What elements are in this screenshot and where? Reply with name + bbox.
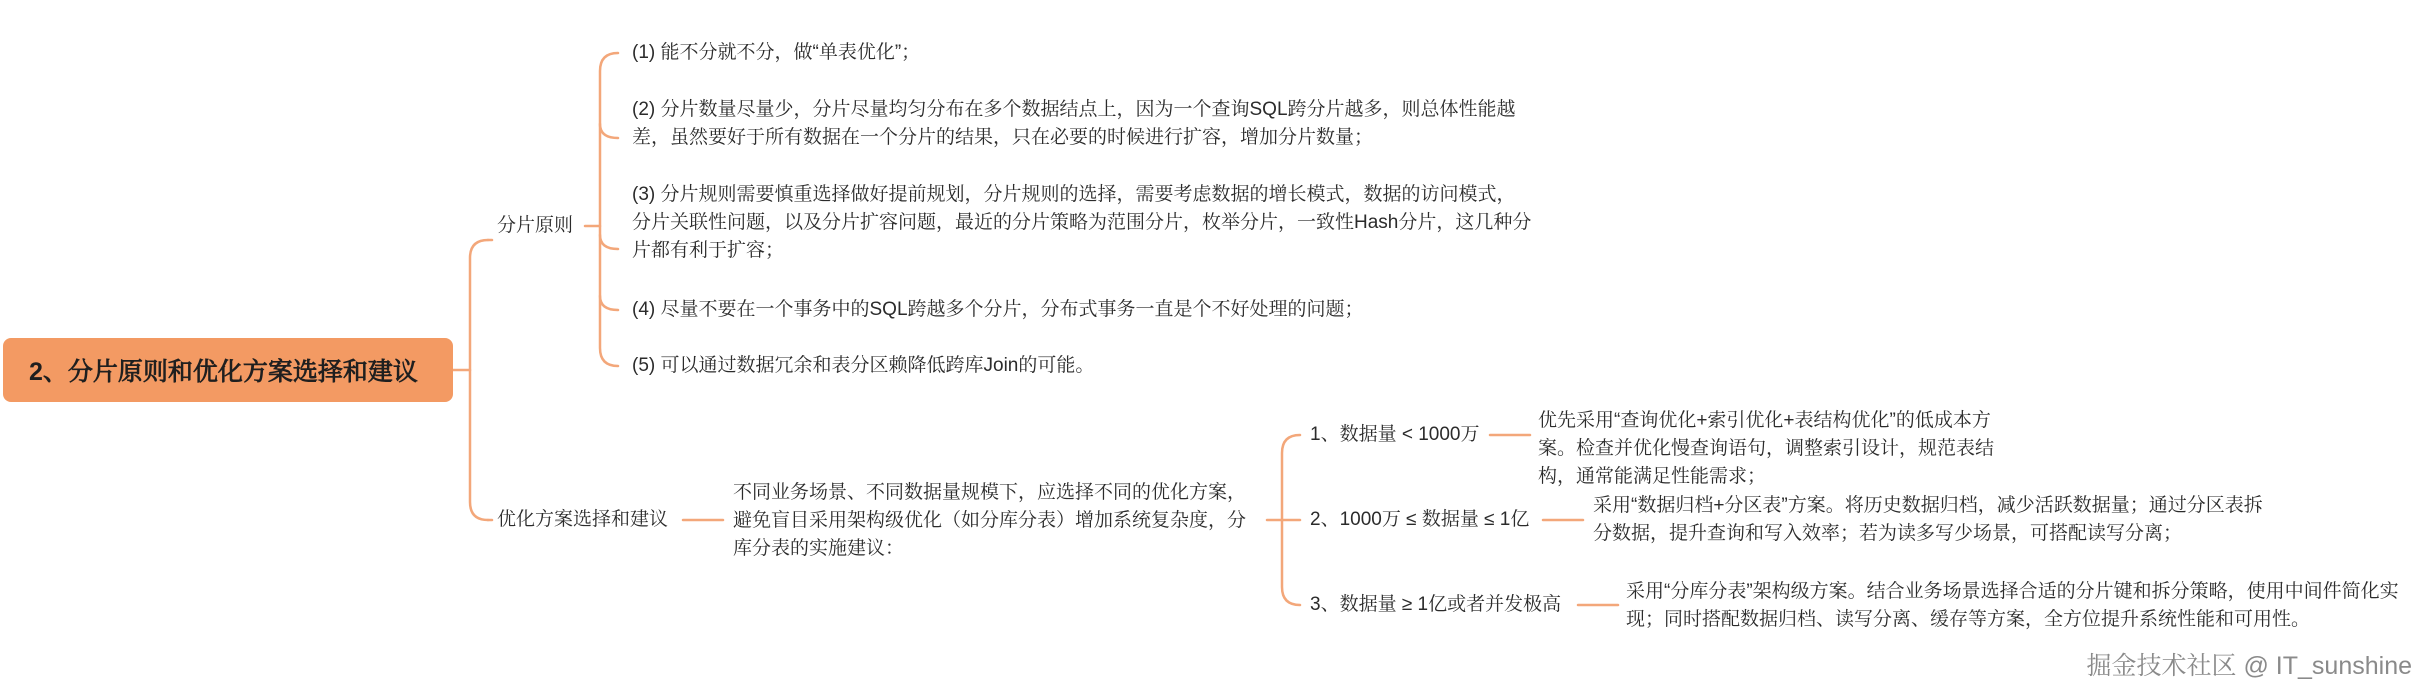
principle-item: (4) 尽量不要在一个事务中的SQL跨越多个分片，分布式事务一直是个不好处理的问题； — [632, 299, 1364, 320]
case-advice: 优先采用“查询优化+索引优化+表结构优化”的低成本方案。检查并优化慢查询语句，调整索引设计，规范表结构，通常能满足性能需求； — [1538, 410, 1995, 487]
root-title: 2、分片原则和优化方案选择和建议 — [29, 358, 418, 386]
case-advice: 采用“分库分表”架构级方案。结合业务场景选择合适的分片键和拆分策略，使用中间件简化实现；同时搭配数据归档、读写分离、缓存等方案，全方位提升系统性能和可用性。 — [1626, 581, 2399, 630]
watermark: 掘金技术社区 @ IT_sunshine — [2086, 652, 2412, 680]
topic-principles-label: 分片原则 — [497, 215, 574, 236]
root-topic[interactable] — [3, 338, 453, 402]
optimization-intro: 不同业务场景、不同数据量规模下，应选择不同的优化方案，避免盲目采用架构级优化（如分库分表）增加系统复杂度，分库分表的实施建议： — [733, 482, 1247, 559]
principle-item: (2) 分片数量尽量少，分片尽量均匀分布在多个数据结点上，因为一个查询SQL跨分片越多，则总体性能越差，虽然要好于所有数据在一个分片的结果，只在必要的时候进行扩容，增加分片数量； — [632, 99, 1516, 148]
topic-optimization-label: 优化方案选择和建议 — [497, 509, 669, 530]
topic-optimization[interactable] — [497, 506, 668, 534]
principle-item: (1) 能不分就不分，做“单表优化”； — [632, 42, 921, 63]
topic-principles[interactable] — [497, 212, 573, 240]
case-condition[interactable]: 2、1000万 ≤ 数据量 ≤ 1亿 — [1310, 509, 1530, 530]
principle-item: (3) 分片规则需要慎重选择做好提前规划，分片规则的选择，需要考虑数据的增长模式，数据的访问模式，分片关联性问题，以及分片扩容问题，最近的分片策略为范围分片，枚举分片，一致性Hash分片，这几种分片都有利于扩容； — [632, 184, 1532, 261]
case-condition[interactable]: 3、数据量 ≥ 1亿或者并发极高 — [1310, 594, 1562, 615]
case-condition[interactable]: 1、数据量 < 1000万 — [1310, 424, 1480, 445]
principle-item: (5) 可以通过数据冗余和表分区赖降低跨库Join的可能。 — [632, 355, 1095, 376]
case-advice: 采用“数据归档+分区表”方案。将历史数据归档，减少活跃数据量；通过分区表拆分数据，提升查询和写入效率；若为读多写少场景，可搭配读写分离； — [1593, 495, 2263, 544]
